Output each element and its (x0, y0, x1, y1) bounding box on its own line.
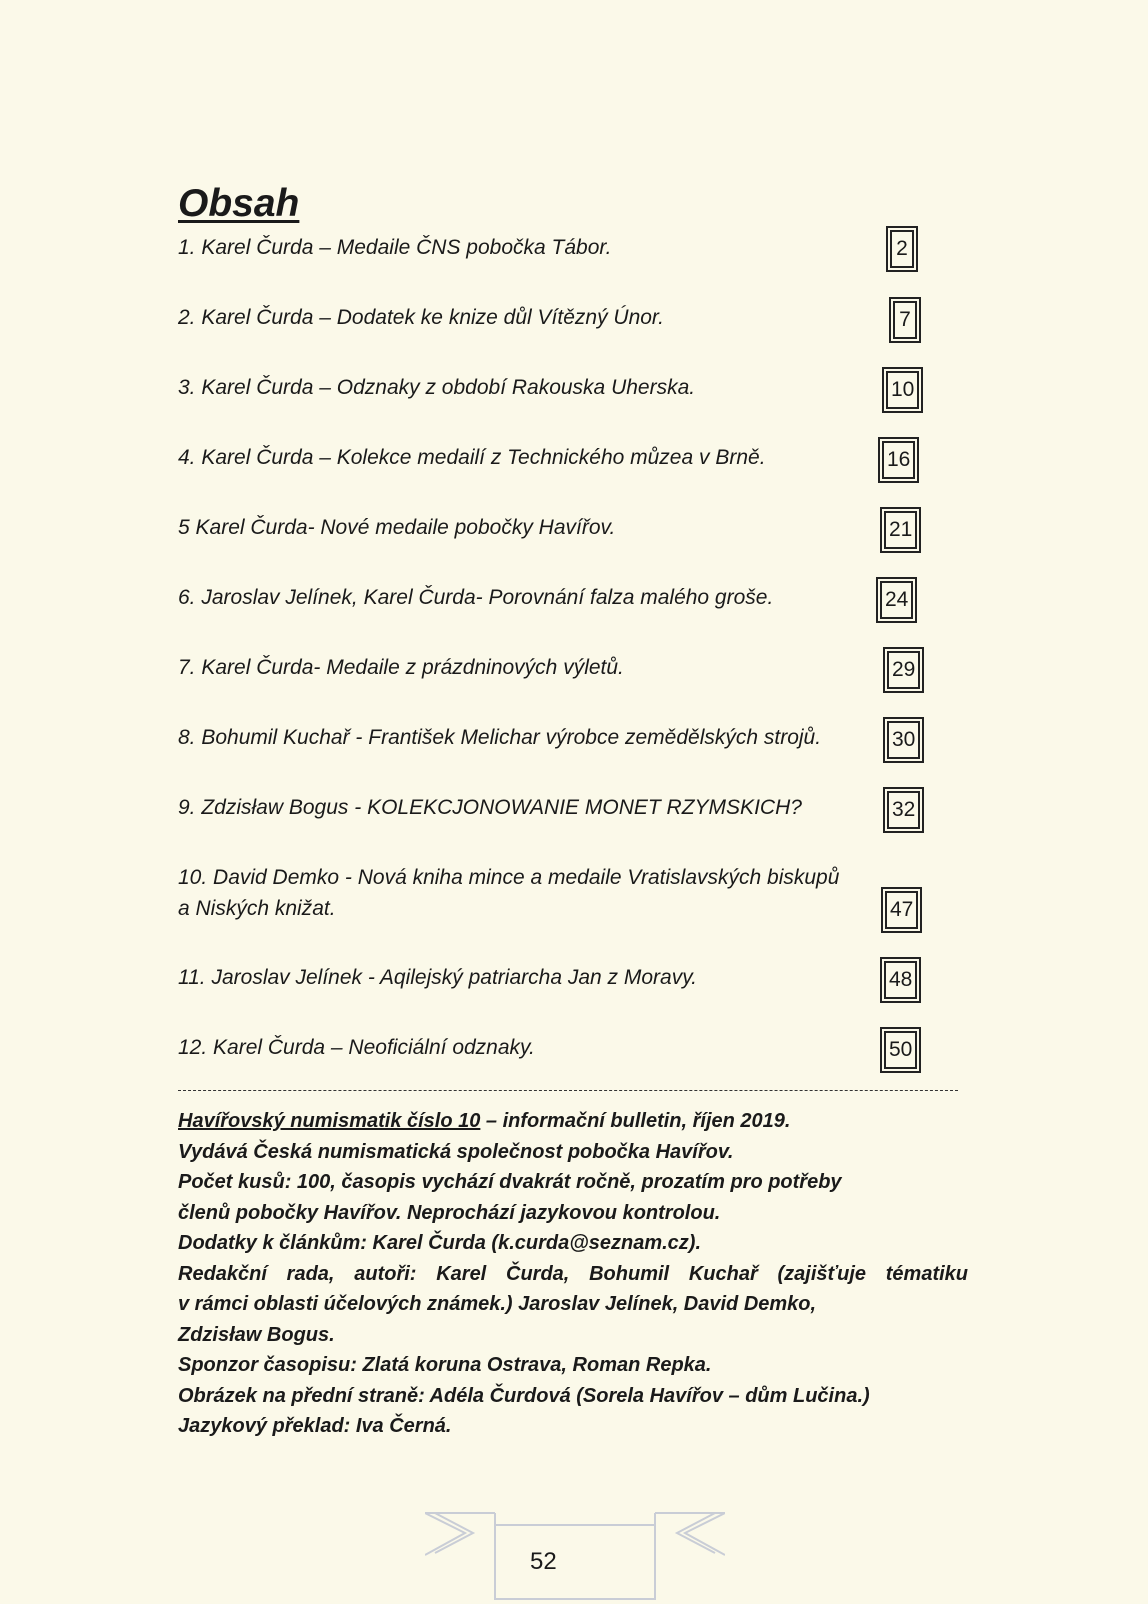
colophon-line: Obrázek na přední straně: Adéla Čurdová (Sorela Havířov – dům Lučina.) (178, 1384, 870, 1407)
toc-item-text: 3. Karel Čurda – Odznaky z období Rakouska Uherska. (178, 376, 696, 399)
toc-item (178, 232, 611, 263)
toc-item-text: 8. Bohumil Kuchař - František Melichar výrobce zemědělských strojů. (178, 726, 822, 749)
toc-item (178, 652, 624, 683)
colophon-line: Dodatky k článkům: Karel Čurda (k.curda@seznam.cz). (178, 1232, 701, 1254)
colophon-line: Zdzisław Bogus. (178, 1323, 335, 1346)
toc-item-text: 5 Karel Čurda- Nové medaile pobočky Havířov. (178, 516, 616, 539)
toc-item (178, 512, 615, 543)
toc-page-number: 30 (887, 721, 920, 759)
toc-item (178, 722, 821, 753)
colophon-line: Jazykový překlad: Iva Černá. (178, 1415, 452, 1437)
page-number-ornament-icon (425, 1505, 725, 1600)
toc-item-text: 10. David Demko - Nová kniha mince a medaile Vratislavských biskupů (178, 866, 840, 889)
toc-page-number: 10 (886, 371, 919, 409)
toc-page-number: 16 (882, 441, 915, 479)
colophon-line: Počet kusů: 100, časopis vychází dvakrát ročně, prozatím pro potřeby (178, 1171, 842, 1193)
toc-item (178, 1032, 535, 1063)
colophon (178, 1106, 968, 1442)
colophon-line: členů pobočky Havířov. Neprochází jazykovou kontrolou. (178, 1201, 721, 1224)
toc-page-number: 21 (884, 511, 917, 549)
toc-item-text: 7. Karel Čurda- Medaile z prázdninových výletů. (178, 656, 624, 679)
colophon-line: Sponzor časopisu: Zlatá koruna Ostrava, Roman Repka. (178, 1354, 712, 1376)
toc-item-text: 2. Karel Čurda – Dodatek ke knize důl Vítězný Únor. (178, 306, 664, 329)
toc-item-text: 12. Karel Čurda – Neoficiální odznaky. (178, 1036, 535, 1059)
toc-page-number: 7 (893, 301, 917, 339)
toc-item-text: 4. Karel Čurda – Kolekce medailí z Technického můzea v Brně. (178, 446, 766, 469)
colophon-line: Vydává Česká numismatická společnost pobočka Havířov. (178, 1140, 734, 1163)
toc-item (178, 442, 766, 473)
toc-page-number: 24 (880, 581, 913, 619)
toc-item-text: 1. Karel Čurda – Medaile ČNS pobočka Tábor. (178, 236, 612, 259)
toc-item (178, 582, 773, 613)
separator-line (178, 1090, 958, 1091)
toc-page-number: 48 (884, 961, 917, 999)
toc-item (178, 962, 697, 993)
colophon-line: Redakční rada, autoři: Karel Čurda, Bohumil Kuchař (zajišťuje tématiku (178, 1262, 968, 1285)
bulletin-name: Havířovský numismatik číslo 10 (178, 1110, 481, 1132)
toc-item-text: 9. Zdzisław Bogus - KOLEKCJONOWANIE MONET RZYMSKICH? (178, 796, 802, 819)
toc-item (178, 302, 664, 333)
toc-item-text: 11. Jaroslav Jelínek - Aqilejský patriarcha Jan z Moravy. (178, 966, 697, 989)
toc-item-text: 6. Jaroslav Jelínek, Karel Čurda- Porovnání falza malého groše. (178, 586, 774, 609)
page-number: 52 (530, 1548, 557, 1575)
toc-item (178, 792, 802, 823)
bulletin-info: – informační bulletin, říjen 2019. (480, 1110, 791, 1132)
colophon-line: v rámci oblasti účelových známek.) Jaroslav Jelínek, David Demko, (178, 1293, 817, 1315)
toc-page-number: 29 (887, 651, 920, 689)
toc-page-number: 2 (890, 230, 914, 268)
toc-item (178, 862, 839, 924)
toc-page-number: 32 (887, 791, 920, 829)
page-title: Obsah (178, 182, 300, 225)
toc-item (178, 372, 695, 403)
toc-item-text-continued: a Niských knižat. (178, 897, 336, 920)
toc-page-number: 47 (885, 891, 918, 929)
toc-page-number: 50 (884, 1031, 917, 1069)
colophon-line (178, 1106, 968, 1137)
